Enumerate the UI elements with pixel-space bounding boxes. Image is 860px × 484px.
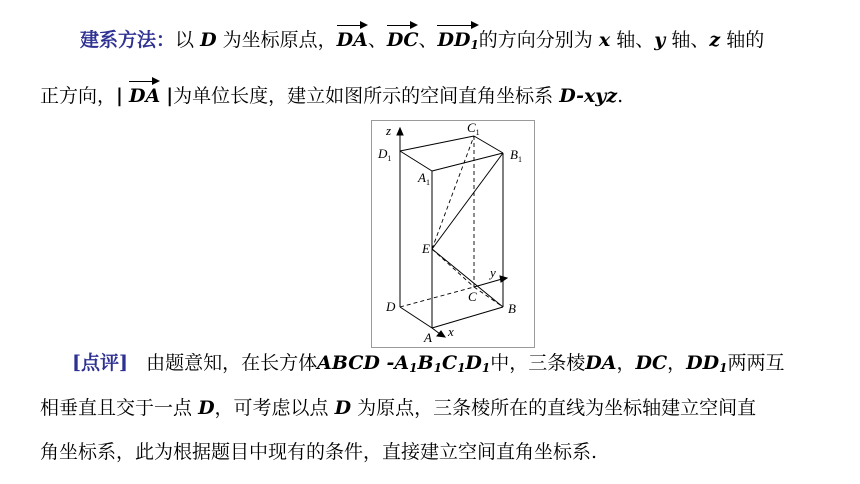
label-b: B [508, 301, 516, 316]
edge-ab [432, 307, 503, 328]
cuboid-name: ABCD $-A_1B_1C_1D_1$ [317, 352, 491, 375]
period: . [617, 85, 624, 107]
axis-x: x [598, 29, 611, 51]
text: 的方向分别为 [478, 29, 593, 51]
axis-z: z [709, 29, 721, 51]
line-ec1-hidden [432, 136, 474, 249]
text: 由题意知，在长方体 [146, 352, 318, 374]
text: ，可考虑以点 [214, 397, 329, 419]
text: 两两互 [727, 352, 785, 374]
edge-da-name: DA [585, 352, 617, 374]
vector-dc: DC [387, 26, 419, 52]
label-b1: $B_1$ [510, 147, 522, 164]
text: 以 [175, 29, 195, 51]
point-d: D [198, 397, 215, 419]
edge-b1a1 [432, 153, 503, 171]
label-a1: $A_1$ [418, 170, 430, 187]
comment-line-1: [点评] 由题意知，在长方体ABCD $-A_1B_1C_1D_1$中，三条棱DA，DC，$DD_1$两两互 [72, 352, 785, 375]
line-ec-hidden [432, 249, 474, 287]
method-heading: 建系方法： [80, 29, 176, 51]
text: 轴、 [616, 29, 655, 51]
comment-line-3 [40, 440, 597, 464]
vector-dd1: $DD_1$ [437, 26, 478, 57]
vector-da: DA [337, 26, 368, 52]
axis-y: y [654, 29, 666, 51]
label-z: z [386, 123, 392, 138]
sep: 、 [367, 29, 387, 51]
edge-dc-hidden [400, 287, 474, 307]
comment-heading: [点评] [72, 352, 128, 374]
text: 相垂直且交于一点 [40, 397, 193, 419]
label-d1: $D_1$ [378, 146, 392, 163]
edge-a1d1 [400, 151, 432, 171]
label-c1: $C_1$ [467, 121, 480, 137]
sep: 、 [418, 29, 438, 51]
abs-bar: | [166, 85, 174, 107]
point-d: D [200, 29, 217, 51]
label-y: y [490, 265, 496, 280]
label-d: D [386, 299, 396, 314]
label-x: x [448, 324, 454, 339]
edge-dc-name: DC [635, 352, 668, 374]
axis-y-line [474, 279, 502, 287]
edge-cb-hidden [474, 287, 503, 307]
label-c: C [468, 289, 477, 304]
edge-da [400, 307, 432, 328]
vector-da-magnitude: DA [129, 82, 160, 108]
comment-line-2 [40, 396, 756, 420]
text: 中，三条棱 [490, 352, 586, 374]
text: 角坐标系，此为根据题目中现有的条件，直接建立空间直角坐标系. [40, 441, 598, 463]
axis-z-arrow [397, 128, 403, 135]
method-line-1 [80, 26, 764, 57]
text: 为单位长度，建立如图所示的空间直角坐标系 [173, 85, 554, 107]
cuboid-diagram [372, 121, 534, 347]
text: 轴、 [671, 29, 710, 51]
edge-d1c1 [400, 136, 474, 151]
text: 为坐标原点， [222, 29, 337, 51]
label-a: A [424, 330, 432, 345]
edge-dd1-name: $DD_1$ [686, 352, 728, 375]
text: 为原点，三条棱所在的直线为坐标轴建立空间直 [357, 397, 757, 419]
point-d: D [334, 397, 352, 419]
label-e: E [422, 241, 430, 256]
text: 正方向， [40, 85, 117, 107]
method-line-2 [40, 82, 623, 108]
abs-bar: | [116, 85, 123, 107]
cuboid-figure [371, 120, 535, 348]
edge-c1b1 [474, 136, 503, 153]
coordinate-system: D-xyz [559, 85, 618, 107]
text: 轴的 [726, 29, 765, 51]
line-eb1 [432, 153, 503, 249]
axis-x-arrow [437, 331, 445, 337]
